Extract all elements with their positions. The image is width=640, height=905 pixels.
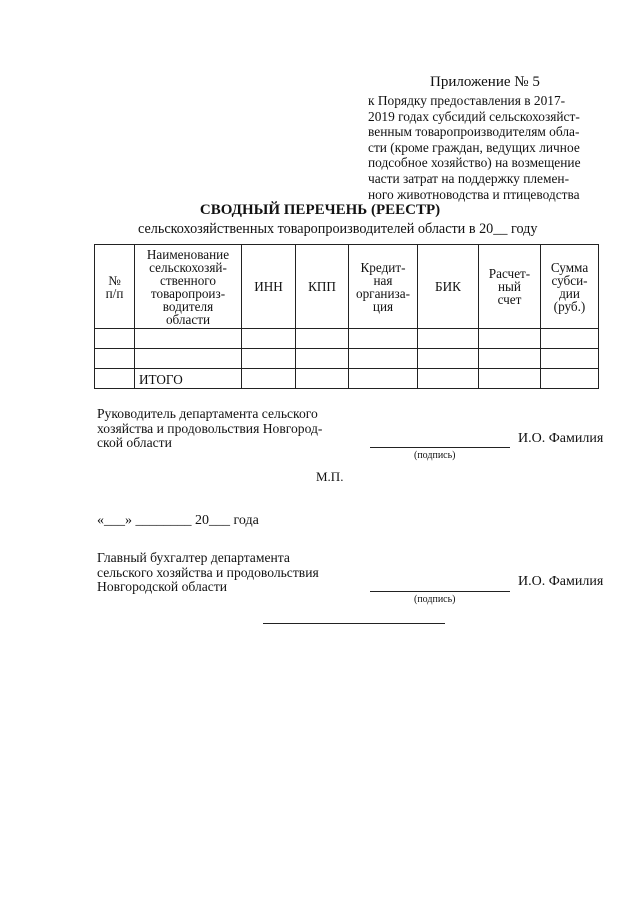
table-cell bbox=[296, 369, 349, 389]
header-producer-name: Наименование сельскохозяй- ственного товаропроиз- водителя области bbox=[135, 245, 242, 329]
head-signature-line bbox=[370, 447, 510, 448]
head-position-line: ской области bbox=[97, 435, 172, 450]
table-cell bbox=[541, 329, 599, 349]
table-cell bbox=[242, 369, 296, 389]
table-cell bbox=[242, 329, 296, 349]
appendix-line: ного животноводства и птицеводства bbox=[368, 186, 580, 202]
table-cell bbox=[296, 329, 349, 349]
table-cell bbox=[135, 349, 242, 369]
header-kpp: КПП bbox=[296, 245, 349, 329]
table-cell bbox=[135, 329, 242, 349]
table-cell bbox=[479, 349, 541, 369]
accountant-position-line: сельского хозяйства и продовольствия bbox=[97, 564, 319, 580]
appendix-line: сти (кроме граждан, ведущих личное bbox=[368, 139, 580, 155]
accountant-signature-line bbox=[370, 591, 510, 592]
table-cell bbox=[349, 369, 418, 389]
table-cell bbox=[296, 349, 349, 369]
table-cell bbox=[541, 349, 599, 369]
document-subtitle: сельскохозяйственных товаропроизводителей области в 20__ году bbox=[138, 221, 538, 237]
table-cell bbox=[349, 349, 418, 369]
stamp-label: М.П. bbox=[316, 469, 344, 484]
head-position-line: хозяйства и продовольствия Новгород- bbox=[97, 420, 323, 436]
head-name: И.О. Фамилия bbox=[518, 431, 604, 446]
table-cell bbox=[349, 329, 418, 349]
appendix-line: части затрат на поддержку племен- bbox=[368, 170, 570, 186]
table-cell bbox=[418, 369, 479, 389]
total-label: ИТОГО bbox=[135, 369, 242, 389]
header-credit-organization: Кредит- ная организа- ция bbox=[349, 245, 418, 329]
header-number: № п/п bbox=[95, 245, 135, 329]
table-cell bbox=[95, 369, 135, 389]
header-bik: БИК bbox=[418, 245, 479, 329]
header-inn: ИНН bbox=[242, 245, 296, 329]
accountant-name: И.О. Фамилия bbox=[518, 574, 604, 589]
table-cell bbox=[418, 329, 479, 349]
end-separator-line bbox=[263, 623, 445, 624]
accountant-signature-caption: (подпись) bbox=[414, 594, 456, 605]
header-subsidy-amount: Сумма субси- дии (руб.) bbox=[541, 245, 599, 329]
registry-table bbox=[94, 244, 599, 389]
table-total-row bbox=[95, 369, 599, 389]
document-title: СВОДНЫЙ ПЕРЕЧЕНЬ (РЕЕСТР) bbox=[199, 202, 441, 218]
table-row bbox=[95, 329, 599, 349]
table-cell bbox=[242, 349, 296, 369]
appendix-title: Приложение № 5 bbox=[430, 74, 540, 90]
accountant-position bbox=[97, 551, 367, 595]
date-line: «___» ________ 20___ года bbox=[97, 513, 259, 528]
table-cell bbox=[418, 349, 479, 369]
table-cell bbox=[95, 349, 135, 369]
table-cell bbox=[479, 369, 541, 389]
appendix-description bbox=[368, 93, 608, 202]
head-position-line: Руководитель департамента сельского bbox=[97, 406, 318, 421]
header-account: Расчет- ный счет bbox=[479, 245, 541, 329]
head-signature-caption: (подпись) bbox=[414, 450, 456, 461]
appendix-line: 2019 годах субсидий сельскохозяйст- bbox=[368, 108, 580, 124]
appendix-line: подсобное хозяйство) на возмещение bbox=[368, 155, 581, 171]
head-position bbox=[97, 407, 367, 451]
appendix-line: венным товаропроизводителям обла- bbox=[368, 124, 580, 140]
accountant-position-line: Новгородской области bbox=[97, 579, 228, 594]
table-cell bbox=[479, 329, 541, 349]
table-row bbox=[95, 349, 599, 369]
table-cell bbox=[95, 329, 135, 349]
appendix-line: к Порядку предоставления в 2017- bbox=[368, 93, 566, 108]
table-header-row bbox=[95, 245, 599, 329]
table-cell bbox=[541, 369, 599, 389]
accountant-position-line: Главный бухгалтер департамента bbox=[97, 550, 290, 565]
